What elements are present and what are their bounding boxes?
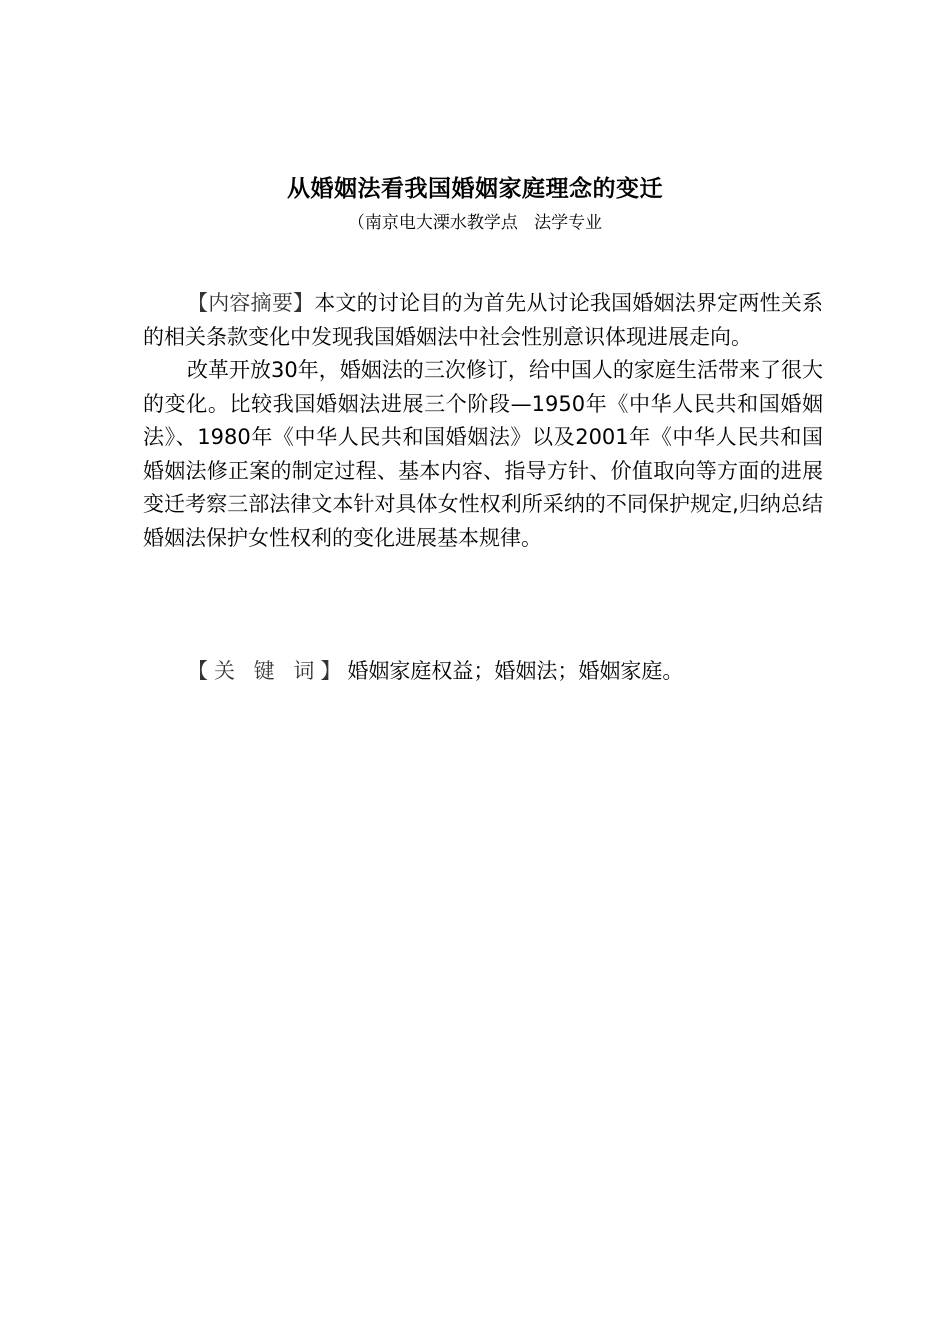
document-subtitle: （南京电大溧水教学点 法学专业	[347, 213, 603, 233]
keywords-text: 婚姻家庭权益；婚姻法；婚姻家庭。	[347, 659, 684, 683]
abstract-paragraph	[143, 287, 823, 354]
abstract-label: 【内容摘要】	[187, 291, 315, 315]
document-body	[143, 287, 823, 555]
keywords-paragraph	[143, 655, 823, 689]
abstract-text: 本文的讨论目的为首先从讨论我国婚姻法界定两性关系的相关条款变化中发现我国婚姻法中社会性别意识体现进展走向。	[143, 291, 824, 349]
document-title: 从婚姻法看我国婚姻家庭理念的变迁	[287, 176, 663, 202]
body-paragraph: 改革开放30年，婚姻法的三次修订，给中国人的家庭生活带来了很大的变化。比较我国婚姻法进展三个阶段—1950年《中华人民共和国婚姻法》、1980年《中华人民共和国婚姻法》以及2001年《中华人民共和国婚姻法修正案的制定过程、基本内容、指导方针、价值取向等方面的进展变迁考察三部法律文本针对具体女性权利所采纳的不同保护规定,归纳总结婚姻法保护女性权利的变化进展基本规律。	[143, 358, 823, 550]
keywords-label: 【关 键 词】	[187, 659, 348, 683]
